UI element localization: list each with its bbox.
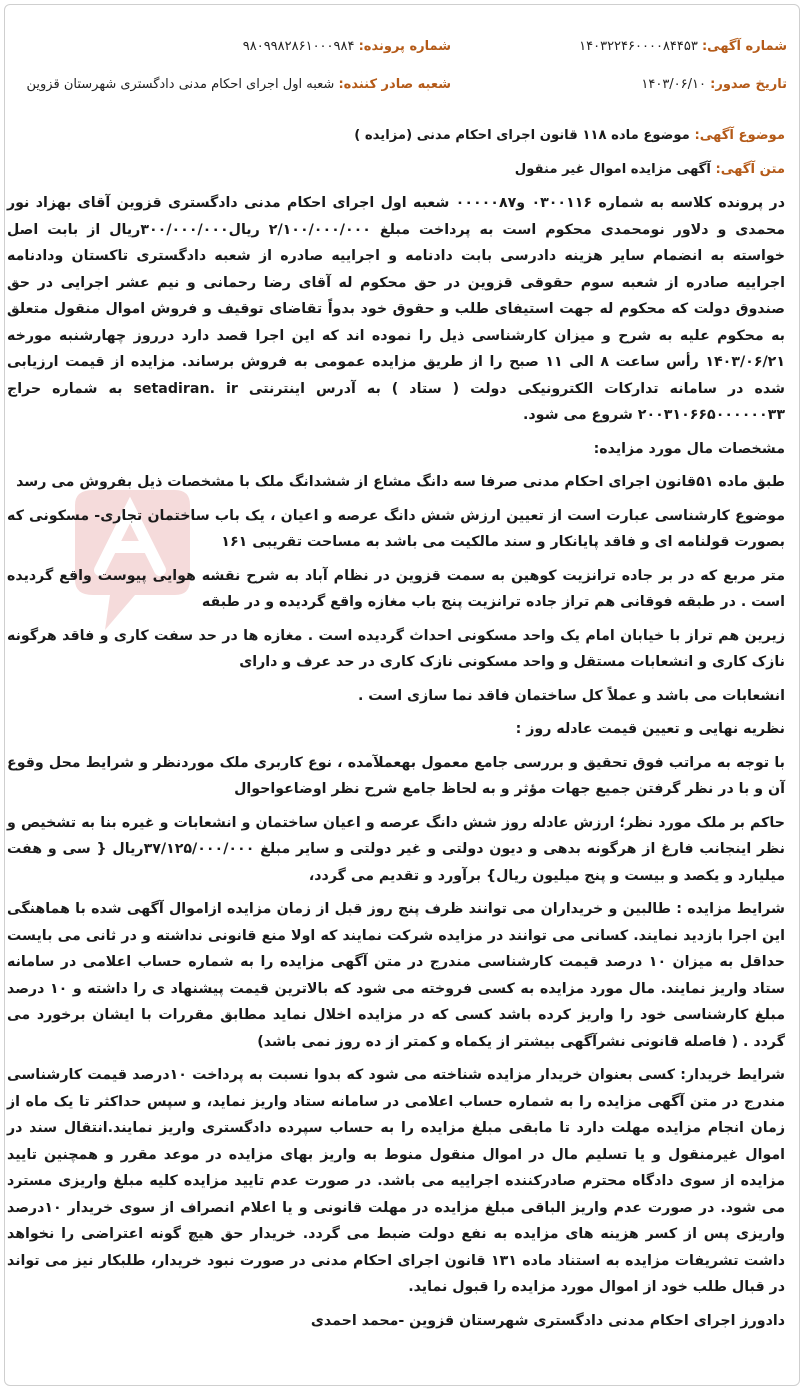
issuer-label: شعبه صادر کننده: [338,77,451,92]
case-number-row [243,39,451,54]
case-number-label: شماره پرونده: [358,39,451,54]
paragraph-investigation: با توجه به مراتب فوق تحقیق و بررسی جامع معمول بهعملآمده ، نوع کاربری ملک موردنظر و شرایط محل وقوع آن و با در نظر گرفتن جمیع جهات مؤثر و به لحاظ جامع شرح نظر اوضاعواحوال [7,754,785,797]
issue-date-label: تاریخ صدور: [710,77,787,92]
notice-text-value: آگهی مزایده اموال غیر منقول [514,161,711,177]
notice-frame [4,4,800,1386]
paragraph-buyer-conditions: شرایط خریدار: کسی بعنوان خریدار مزایده شناخته می شود که بدوا نسبت به پرداخت ۱۰درصد قیمت کارشناسی مندرج در متن آگهی مزایده را به شماره حساب اعلامی در سامانه ستاد واریز نماید، و سپس حداکثر تا یک ماه از زمان انجام مزایده مهلت دارد تا مابقی مبلغ مزایده را به حساب سپرده دادگستری واریز نمایند.انتقال سند در اموال غیرمنقول و یا تسلیم مال در اموال منقول منوط به واریز بهای مزایده در موعد مقرر و همچنین تایید مزایده از سوی دادگاه محترم صادرکننده اجراییه می باشد. در صورت عدم تایید مزایده کلیه مبلغ واریزی مسترد می شود. در صورت عدم واریز الباقی مبلغ مزایده در مهلت قانونی و یا اعلام انصراف از سوی خریدار ۱۰درصد واریزی پس از کسر هزینه های مزایده به نفع دولت ضبط می گردد. خریدار حق هیچ گونه اعتراضی را نخواهد داشت تشریفات مزایده به استناد ماده ۱۳۱ قانون اجرای احکام مدنی در صورت نبود خریدار، طلبکار نیز می تواند در قبال طلب خود از اموال مورد مزایده را قبول نماید. [7,1067,785,1295]
paragraph-valuation: حاکم بر ملک مورد نظر؛ ارزش عادله روز شش دانگ عرصه و اعیان ساختمان و انشعابات و غیره بنا به تشخیص و نظر اینجانب فارغ از هرگونه بدهی و دیون دولتی و غیر دولتی و سایر مبلغ ۳۷/۱۲۵/۰۰۰/۰۰۰ریال { سی و هفت میلیارد و یکصد و بیست و پنج میلیون ریال} برآورد و تقدیم می گردد، [7,814,785,884]
subject-line [7,123,785,150]
notice-text-label: متن آگهی: [715,161,785,177]
case-number: ۹۸۰۹۹۸۲۸۶۱۰۰۰۹۸۴ [242,39,355,54]
signature: دادورز اجرای احکام مدنی دادگستری شهرستان قزوین -محمد احمدی [310,1312,785,1329]
paragraph-article-51: طبق ماده ۵۱قانون اجرای احکام مدنی صرفا سه دانگ مشاع از ششدانگ ملک با مشخصات ذیل بفروش می رسد [16,474,785,490]
subject-label: موضوع آگهی: [694,128,785,143]
paragraph-property-spec-heading: مشخصات مال مورد مزایده: [593,440,785,457]
notice-number-label: شماره آگهی: [701,39,787,54]
paragraph-final-opinion-heading: نظریه نهایی و تعیین قیمت عادله روز : [515,721,785,737]
paragraph-location: متر مربع که در بر جاده ترانزیت کوهین به سمت قزوین در نظام آباد به شرح نقشه هوایی پیوست واقع گردیده است . در طبقه فوقانی هم تراز جاده ترانزیت پنج باب مغازه واقع گردیده و در طبقه [7,567,785,610]
paragraph-lower-floor: زیرین هم تراز با خیابان امام یک واحد مسکونی احداث گردیده است . مغازه ها در حد سفت کاری و فاقد هرگونه نازک کاری و انشعابات مستقل و واحد مسکونی نازک کاری در حد عرف و دارای [7,627,785,670]
notice-content [7,123,785,1334]
issuer-row [27,77,451,92]
subject-value: موضوع ماده ۱۱۸ قانون اجرای احکام مدنی (مزایده ) [354,128,690,143]
notice-text-line [7,157,785,184]
paragraph-expert-subject: موضوع کارشناسی عبارت است از تعیین ارزش شش دانگ عرصه و اعیان ، یک باب ساختمان تجاری- مسکونی که بصورت قولنامه ای و فاقد پایانکار و سند مالکیت می باشد به مساحت تقریبی ۱۶۱ [7,507,785,550]
issue-date: ۱۴۰۳/۰۶/۱۰ [641,77,706,92]
paragraph-case: در پرونده کلاسه به شماره ۰۳۰۰۱۱۶ و۰۰۰۰۰۸۷ شعبه اول اجرای احکام مدنی دادگستری قزوین آقای بهزاد نور محمدی و دلاور نومحمدی محکوم است به پرداخت مبلغ ۲/۱۰۰/۰۰۰/۰۰۰ ریال۳۰۰/۰۰۰/۰۰۰ریال از بابت اصل خواسته به انضمام سایر هزینه دادرسی بابت دادنامه و اجراییه صادره از شعبه دادگستری تاکستان ودادنامه اجراییه صادره از شعبه سوم حقوقی قزوین در حق محکوم له آقای رضا رحمانی و نیم عشر اجرایی در حق صندوق دولت که محکوم له جهت استیفای طلب و حقوق خود بدواً تقاضای توقیف و فروش اموال منقول متعلق به محکوم علیه به شرح و میزان کارشناسی ذیل را نموده اند که این اجرا قصد دارد درروز چهارشنبه مورخه ۱۴۰۳/۰۶/۲۱ رأس ساعت ۸ الی ۱۱ صبح را از طریق مزایده عمومی به فروش برساند. مزایده از قیمت ارزیابی شده در سامانه تدارکات الکترونیکی دولت ( ستاد ) به آدرس اینترنتی setadiran. ir به شماره حراج ۲۰۰۳۱۰۶۶۵۰۰۰۰۰۰۳۳ شروع می شود. [7,195,786,423]
issue-date-row [641,77,787,92]
paragraph-utilities: انشعابات می باشد و عملاً کل ساختمان فاقد نما سازی است . [357,687,785,704]
paragraph-auction-conditions: شرایط مزایده : طالبین و خریداران می توانند ظرف پنج روز قبل از زمان مزایده ازاموال آگهی شده با هماهنگی این اجرا بازدید نمایند. کسانی می توانند در مزایده شرکت نمایند که اولا منع قانونی نداشته و در ثانی می بایست حداقل به میزان ۱۰ درصد قیمت کارشناسی مندرج در متن آگهی مزایده را به شماره حساب اعلامی در سامانه ستاد واریز نمایند. مال مورد مزایده به کسی فروخته می شود که بالاترین قیمت پیشنهاد ی را داشته و ۱۰ درصد مبلغ کارشناسی خود را واریز کرده باشد کسی که در مزایده اخلال نماید مطابق مقررات با ایشان برخورد می گردد . ( فاصله قانونی نشرآگهی بیشتر از یکماه و کمتر از ده روز نمی باشد) [7,901,785,1050]
issuer: شعبه اول اجرای احکام مدنی دادگستری شهرستان قزوین [26,77,335,92]
notice-number-row [579,39,787,54]
notice-number: ۱۴۰۳۲۲۴۶۰۰۰۰۸۴۴۵۳ [579,39,698,54]
